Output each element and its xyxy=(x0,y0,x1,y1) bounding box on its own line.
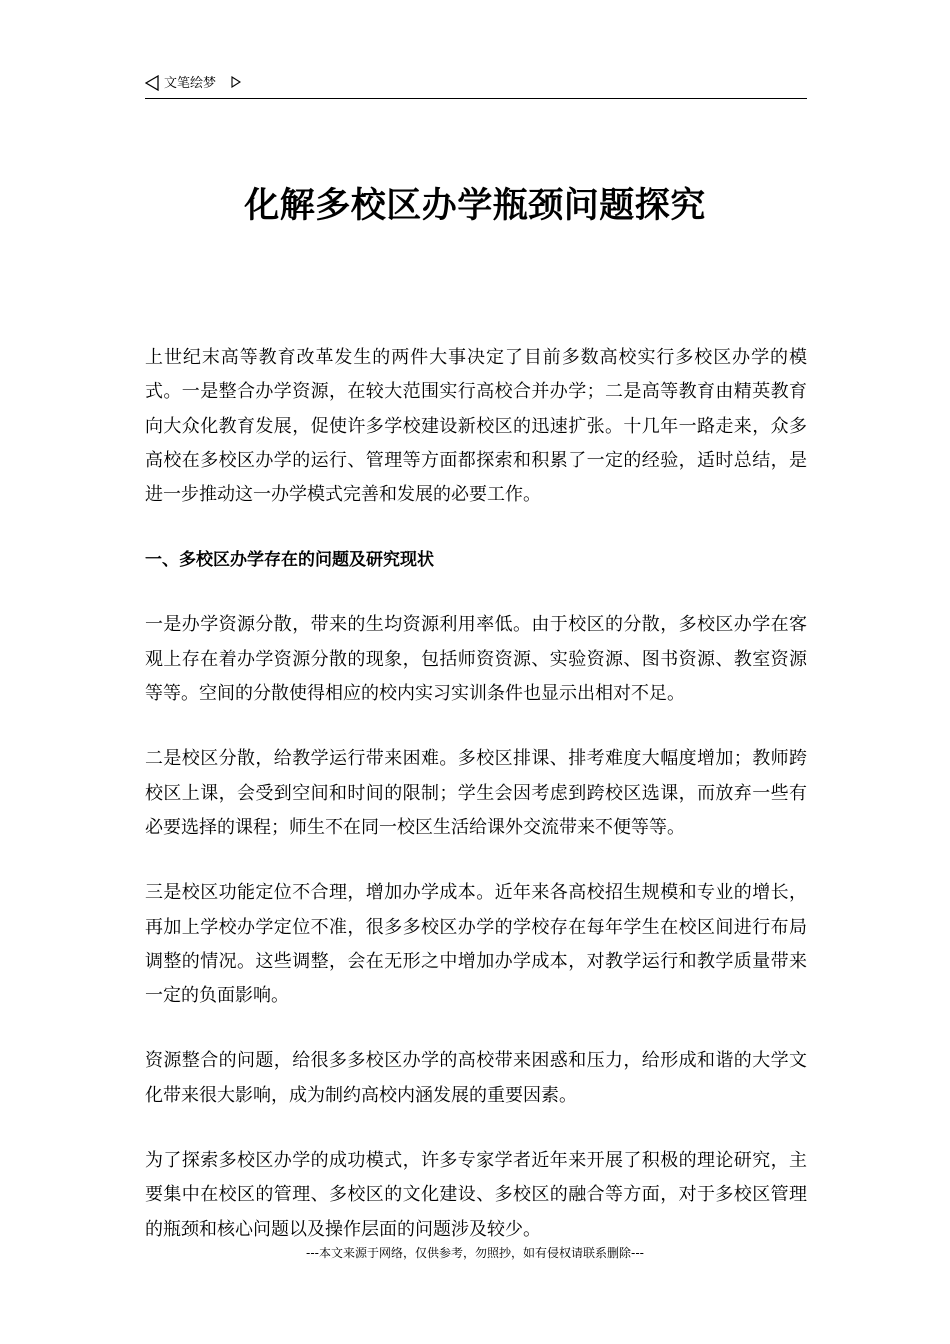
header-title: 文笔绘梦 xyxy=(164,76,217,91)
paragraph-research-status: 为了探索多校区办学的成功模式，许多专家学者近年来开展了积极的理论研究，主要集中在校区的管理、多校区的文化建设、多校区的融合等方面，对于多校区管理的瓶颈和核心问题以及操作层面的问题涉及较少。 xyxy=(145,1150,807,1240)
page-header xyxy=(145,74,807,99)
paragraph-resource-integration: 资源整合的问题，给很多多校区办学的高校带来困惑和压力，给形成和谐的大学文化带来很大影响，成为制约高校内涵发展的重要因素。 xyxy=(145,1050,807,1106)
paragraph-intro: 上世纪末高等教育改革发生的两件大事决定了目前多数高校实行多校区办学的模式。一是整合办学资源，在较大范围实行高校合并办学；二是高等教育由精英教育向大众化教育发展，促使许多学校建设新校区的迅速扩张。十几年一路走来，众多高校在多校区办学的运行、管理等方面都探索和积累了一定的经验，适时总结，是进一步推动这一办学模式完善和发展的必要工作。 xyxy=(145,347,807,506)
section-heading: 一、多校区办学存在的问题及研究现状 xyxy=(145,550,434,571)
document-body xyxy=(145,341,807,1278)
document-title: 化解多校区办学瓶颈问题探究 xyxy=(244,185,706,226)
footer-notice: ---本文来源于网络，仅供参考，勿照抄，如有侵权请联系删除--- xyxy=(306,1246,644,1260)
right-triangle-outline-icon xyxy=(231,76,241,88)
paragraph-issue-2: 二是校区分散，给教学运行带来困难。多校区排课、排考难度大幅度增加；教师跨校区上课，会受到空间和时间的限制；学生会因考虑到跨校区选课，而放弃一些有必要选择的课程；师生不在同一校区生活给课外交流带来不便等等。 xyxy=(145,748,807,838)
paragraph-issue-3: 三是校区功能定位不合理，增加办学成本。近年来各高校招生规模和专业的增长，再加上学校办学定位不准，很多多校区办学的学校存在每年学生在校区间进行布局调整的情况。这些调整，会在无形之中增加办学成本，对教学运行和教学质量带来一定的负面影响。 xyxy=(145,882,807,1007)
paragraph-issue-1: 一是办学资源分散，带来的生均资源利用率低。由于校区的分散，多校区办学在客观上存在着办学资源分散的现象，包括师资资源、实验资源、图书资源、教室资源等等。空间的分散使得相应的校内实习实训条件也显示出相对不足。 xyxy=(145,614,807,705)
left-triangle-outline-icon xyxy=(145,75,159,91)
